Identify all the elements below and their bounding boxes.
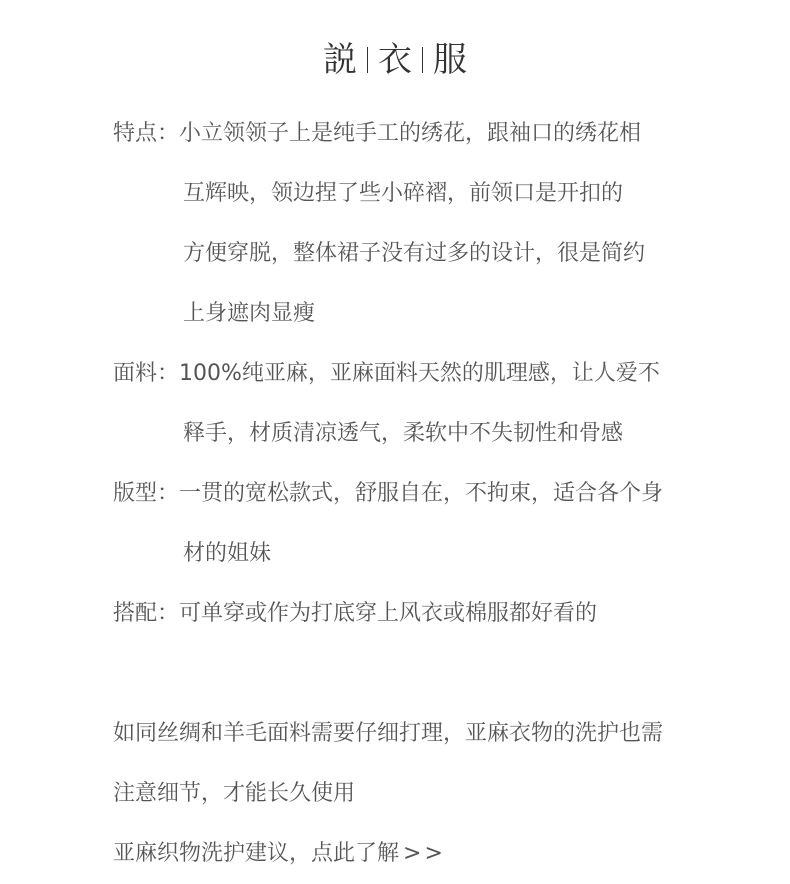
care-guide-link[interactable] — [113, 824, 753, 884]
section-label: 特点 — [113, 121, 158, 146]
section-colon: ： — [157, 601, 180, 626]
title-divider — [422, 47, 423, 73]
double-chevron-right-icon: >> — [403, 841, 446, 866]
title-divider — [367, 47, 368, 73]
section-body — [179, 344, 660, 464]
section-body — [179, 104, 645, 344]
section-label: 搭配 — [113, 601, 158, 626]
section-body — [179, 584, 597, 644]
section-line: 释手，材质清凉透气，柔软中不失韧性和骨感 — [183, 421, 624, 446]
section-label: 版型 — [113, 481, 158, 506]
section-line: 上身遮肉显瘦 — [183, 301, 316, 326]
section-colon: ： — [157, 481, 180, 506]
section-line: 一贯的宽松款式，舒服自在，不拘束，适合各个身 — [179, 481, 664, 506]
section-line: 方便穿脱，整体裙子没有过多的设计，很是简约 — [183, 241, 646, 266]
section-colon: ： — [157, 361, 180, 386]
title-char-1: 説 — [323, 40, 357, 80]
section-label: 面料 — [113, 361, 158, 386]
section-colon: ： — [157, 121, 180, 146]
section-line: 互辉映，领边捏了些小碎褶，前领口是开扣的 — [183, 181, 624, 206]
section-line: 100%纯亚麻，亚麻面料天然的肌理感，让人爱不 — [179, 361, 660, 386]
title-char-2: 衣 — [378, 40, 412, 80]
section-fabric — [113, 344, 753, 464]
page-title — [0, 36, 790, 82]
care-note-line: 如同丝绸和羊毛面料需要仔细打理，亚麻衣物的洗护也需 — [113, 721, 664, 746]
section-features — [113, 104, 753, 344]
section-line: 小立领领子上是纯手工的绣花，跟袖口的绣花相 — [179, 121, 642, 146]
section-styling — [113, 584, 753, 644]
spacer — [113, 644, 753, 704]
care-guide-link-text: 亚麻织物洗护建议，点此了解 — [113, 841, 400, 866]
section-body — [179, 464, 663, 584]
product-description — [113, 104, 753, 884]
section-line: 可单穿或作为打底穿上风衣或棉服都好看的 — [179, 601, 598, 626]
section-fit — [113, 464, 753, 584]
care-note-line: 注意细节，才能长久使用 — [113, 781, 356, 806]
section-line: 材的姐妹 — [183, 541, 272, 566]
title-char-3: 服 — [433, 40, 467, 80]
